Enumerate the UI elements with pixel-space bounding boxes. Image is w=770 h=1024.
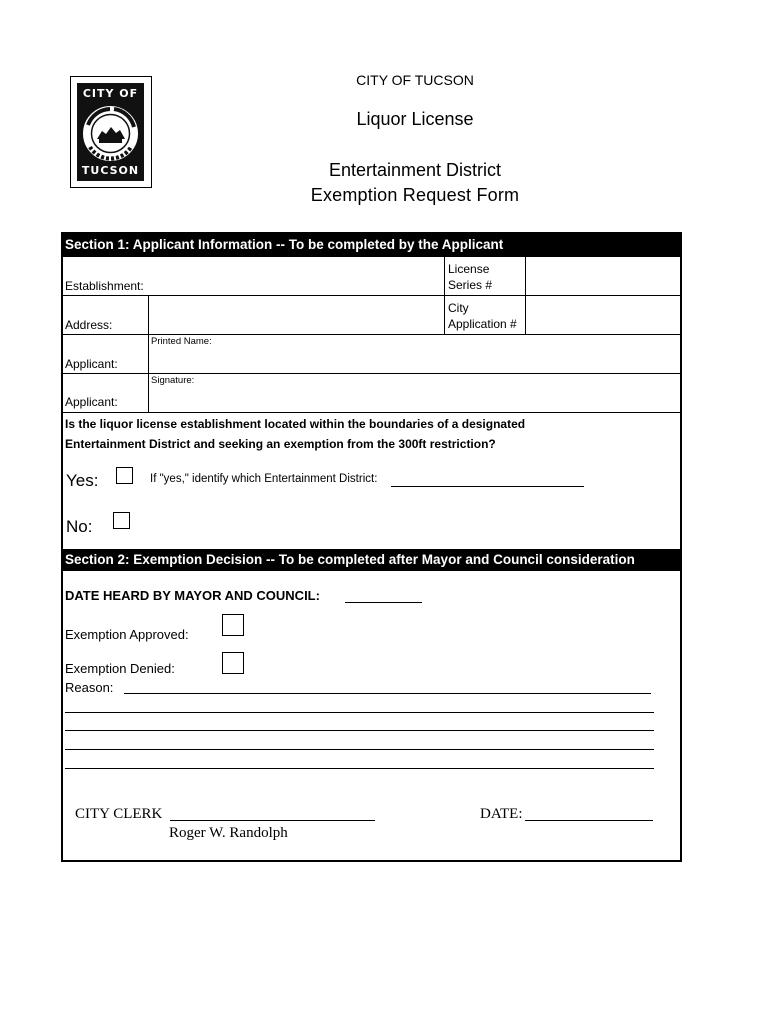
city-clerk-signature-field[interactable] xyxy=(170,820,375,821)
question-line1: Is the liquor license establishment located within the boundaries of a designated xyxy=(65,417,526,431)
yes-checkbox[interactable] xyxy=(116,467,133,484)
establishment-label: Establishment: xyxy=(65,279,144,293)
reason-line[interactable] xyxy=(65,730,654,731)
city-clerk-label: CITY CLERK xyxy=(75,806,163,822)
printed-name-field[interactable] xyxy=(150,347,679,372)
row-divider xyxy=(61,334,682,335)
date-label: DATE: xyxy=(480,806,523,822)
license-series-field[interactable] xyxy=(527,258,679,293)
license-series-label-1: License xyxy=(448,262,490,276)
column-divider xyxy=(148,295,149,412)
city-application-label-1: City xyxy=(448,301,469,315)
approved-label: Exemption Approved: xyxy=(65,627,189,642)
city-of-tucson-logo xyxy=(70,76,152,188)
reason-line[interactable] xyxy=(65,768,654,769)
no-label: No: xyxy=(66,517,93,536)
date-heard-field[interactable] xyxy=(345,602,422,603)
header-subtitle-line1: Entertainment District xyxy=(328,160,502,180)
city-application-label-2: Application # xyxy=(448,317,517,331)
yes-label: Yes: xyxy=(66,471,99,490)
reason-line[interactable] xyxy=(65,749,654,750)
reason-line[interactable] xyxy=(124,693,651,694)
address-field[interactable] xyxy=(150,297,442,332)
section2-heading: Section 2: Exemption Decision -- To be completed after Mayor and Council consideration xyxy=(61,549,682,571)
logo-top-text: CITY OF xyxy=(82,87,139,100)
question-line2: Entertainment District and seeking an exemption from the 300ft restriction? xyxy=(65,437,496,451)
date-heard-label: DATE HEARD BY MAYOR AND COUNCIL: xyxy=(65,588,320,603)
denied-label: Exemption Denied: xyxy=(65,661,175,676)
signature-field[interactable] xyxy=(150,386,679,411)
city-seal-icon xyxy=(80,103,141,164)
header-subtitle-line2: Exemption Request Form xyxy=(310,185,520,205)
header-city: CITY OF TUCSON xyxy=(356,72,474,88)
row-divider xyxy=(61,373,682,374)
applicant-label-signature: Applicant: xyxy=(65,395,118,409)
signature-label: Signature: xyxy=(151,375,195,386)
row-divider xyxy=(61,295,682,296)
column-divider xyxy=(444,256,445,334)
date-field[interactable] xyxy=(525,820,653,821)
address-label: Address: xyxy=(65,318,113,332)
logo-bottom-text: TUCSON xyxy=(81,164,140,177)
city-clerk-name: Roger W. Randolph xyxy=(169,825,288,841)
reason-line[interactable] xyxy=(65,712,654,713)
applicant-label-printed: Applicant: xyxy=(65,357,118,371)
printed-name-label: Printed Name: xyxy=(151,336,212,347)
row-divider xyxy=(61,412,682,413)
establishment-field[interactable] xyxy=(150,258,442,293)
license-series-label-2: Series # xyxy=(448,278,493,292)
no-checkbox[interactable] xyxy=(113,512,130,529)
column-divider xyxy=(525,256,526,334)
denied-checkbox[interactable] xyxy=(222,652,244,674)
section1-heading: Section 1: Applicant Information -- To be completed by the Applicant xyxy=(61,234,682,256)
approved-checkbox[interactable] xyxy=(222,614,244,636)
entertainment-district-field[interactable] xyxy=(391,486,584,487)
logo-background xyxy=(77,83,144,181)
row-divider xyxy=(61,256,682,257)
city-application-field[interactable] xyxy=(527,297,679,332)
header-title: Liquor License xyxy=(356,109,474,129)
reason-label: Reason: xyxy=(65,680,114,695)
yes-identify-label: If "yes," identify which Entertainment District: xyxy=(150,473,378,485)
